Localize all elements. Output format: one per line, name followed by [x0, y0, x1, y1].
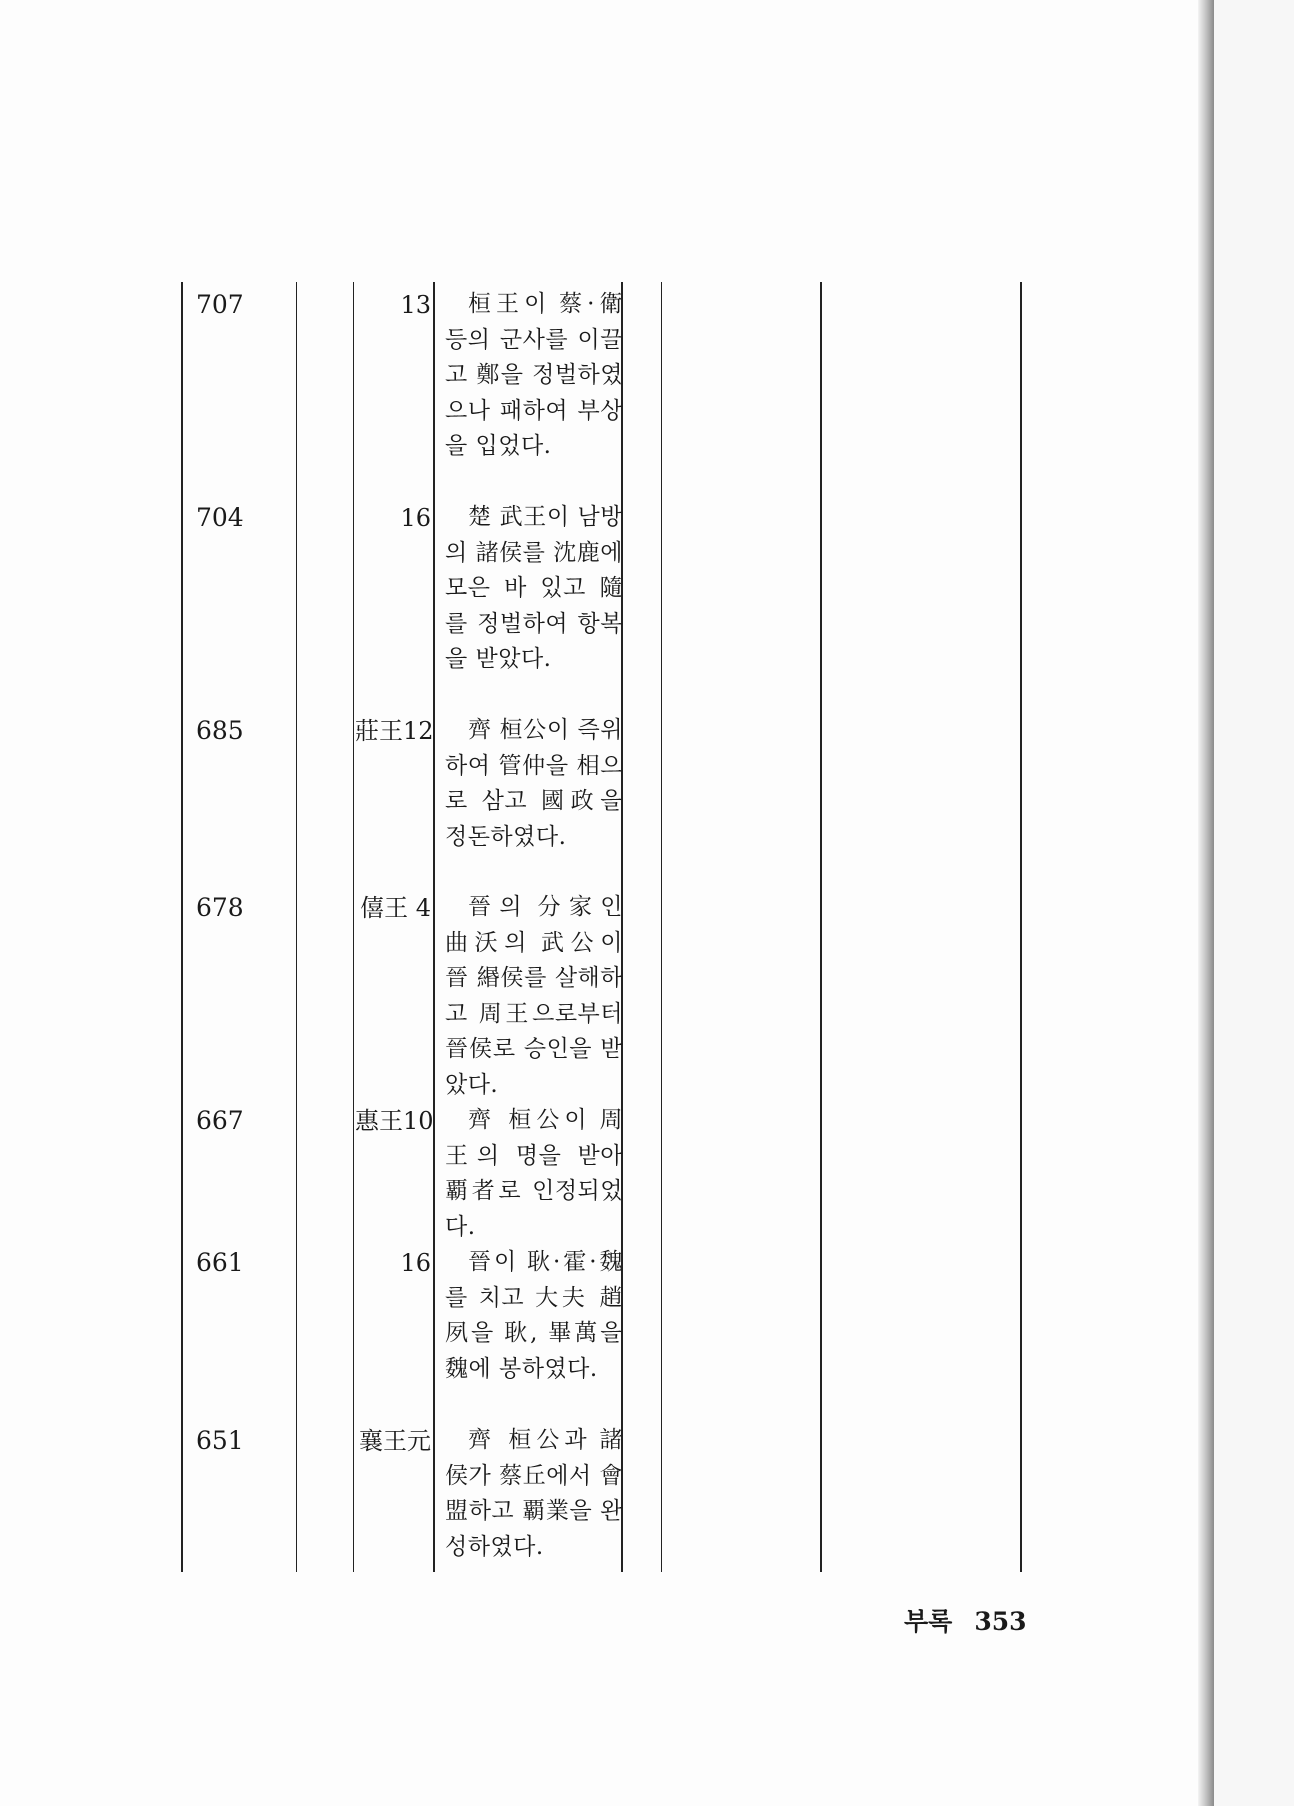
- year-cell: 651: [196, 1426, 244, 1455]
- event-cell: 晉의 分家인 曲沃의 武公이 晉 緡侯를 살해하고 周王으로부터 晉侯로 승인을 받았다.: [445, 894, 623, 1098]
- reign-cell: 莊王12: [355, 717, 434, 745]
- page-footer: [904, 1602, 1027, 1638]
- page-number: 353: [974, 1607, 1027, 1636]
- event-cell: 晉이 耿·霍·魏를 치고 大夫 趙夙을 耿, 畢萬을 魏에 봉하였다.: [445, 1249, 623, 1382]
- reign-cell: 襄王元: [359, 1427, 431, 1455]
- reign-cell: 16: [400, 1249, 431, 1277]
- column-rule-reign-start: [353, 282, 354, 1572]
- reign-cell: 僖王 4: [360, 894, 431, 922]
- event-cell: 齊 桓公이 즉위하여 管仲을 相으로 삼고 國政을 정돈하였다.: [445, 717, 623, 850]
- year-cell: 667: [196, 1106, 244, 1135]
- event-cell: 齊 桓公이 周王의 명을 받아 覇者로 인정되었다.: [445, 1107, 623, 1240]
- footer-label: 부록: [904, 1607, 953, 1636]
- column-rule-extra-1: [661, 282, 662, 1572]
- column-rule-year-end: [296, 282, 297, 1572]
- column-rule-event-start: [433, 282, 435, 1572]
- column-rule-extra-2: [820, 282, 822, 1572]
- page-edge-shadow: [1198, 0, 1214, 1806]
- year-cell: 704: [196, 503, 244, 532]
- reign-cell: 16: [400, 504, 431, 532]
- reign-cell: 13: [400, 291, 431, 319]
- event-cell: 齊 桓公과 諸侯가 蔡丘에서 會盟하고 覇業을 완성하였다.: [445, 1427, 623, 1560]
- year-cell: 685: [196, 716, 244, 745]
- scan-margin: [1214, 0, 1294, 1806]
- event-cell: 楚 武王이 남방의 諸侯를 沈鹿에 모은 바 있고 隨를 정벌하여 항복을 받았다.: [445, 504, 623, 672]
- year-cell: 661: [196, 1248, 244, 1277]
- column-rule-right: [1020, 282, 1022, 1572]
- year-cell: 678: [196, 893, 244, 922]
- reign-cell: 惠王10: [355, 1107, 434, 1135]
- event-cell: 桓王이 蔡·衛등의 군사를 이끌고 鄭을 정벌하였으나 패하여 부상을 입었다.: [445, 291, 623, 459]
- column-rule-left: [181, 282, 183, 1572]
- year-cell: 707: [196, 290, 244, 319]
